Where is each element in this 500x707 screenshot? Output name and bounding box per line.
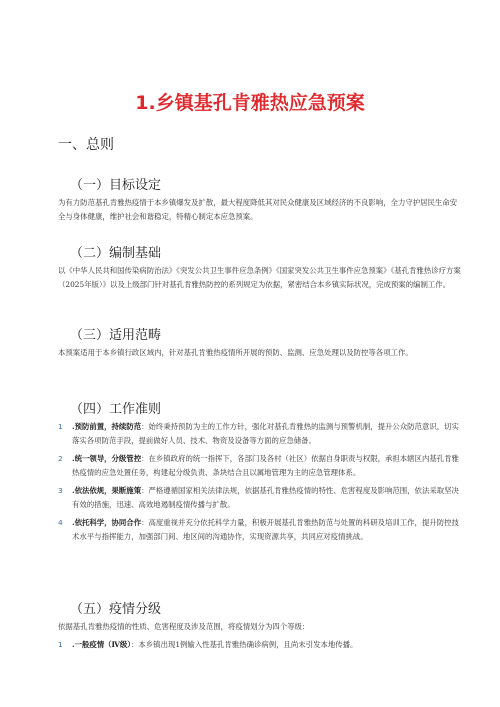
list-item — [58, 638, 462, 652]
list-number: 1 — [58, 422, 63, 431]
list-number: 1 — [58, 640, 63, 649]
document-title: 1.乡镇基孔肯雅热应急预案 — [135, 92, 365, 114]
heading-scope: （三）适用范畴 — [70, 328, 162, 343]
list-item — [58, 516, 462, 544]
list-item — [58, 452, 462, 480]
list-item-text: ：高度重视并充分依托科学力量，积极开展基孔肯雅热防范与处置的科研及培训工作，提升防控技术水平与指挥能力，加强部门间、地区间的沟通协作，实现资源共享，共同应对疫情挑战。 — [72, 518, 459, 541]
paragraph-goal: 为有力防范基孔肯雅热疫情于本乡镇爆发及扩散，最大程度降低其对民众健康及区域经济的不良影响，全力守护居民生命安全与身体健康，维护社会和谐稳定，特精心制定本应急预案。 — [58, 198, 458, 221]
heading-basis: （二）编制基础 — [70, 246, 162, 261]
principles-list — [58, 420, 462, 548]
levels-list — [58, 638, 462, 656]
list-item — [58, 484, 462, 512]
heading-goal: （一）目标设定 — [70, 178, 162, 193]
list-item-text: ：始终秉持预防为主的工作方针，强化对基孔肯雅热的监测与预警机制，提升公众防范意识，切实落实各项防范手段，提前做好人员、技术、物资及设备等方面的应急储备。 — [72, 422, 459, 445]
paragraph-levels: 依据基孔肯雅热疫情的性质、危害程度及涉及范围，将疫情划分为四个等级： — [58, 622, 310, 631]
paragraph-scope: 本预案适用于本乡镇行政区域内，针对基孔肯雅热疫情所开展的预防、监测、应急处理以及防控等各项工作。 — [58, 348, 413, 357]
section-heading-general: 一、总则 — [58, 137, 114, 153]
paragraph-basis: 以《中华人民共和国传染病防治法》《突发公共卫生事件应急条例》《国家突发公共卫生事件应急预案》《基孔肯雅热诊疗方案（2025年版）》以及上级部门针对基孔肯雅热防控的系列规定为依据，紧密结合本乡镇实际状况，完成预案的编制工作。 — [58, 266, 461, 289]
heading-levels: （五）疫情分级 — [70, 602, 162, 617]
list-item — [58, 420, 462, 448]
list-item-text: ：在乡镇政府的统一指挥下，各部门及各村（社区）依据自身职责与权限，承担本辖区内基孔肯雅热疫情的应急处置任务，构建起分级负责、条块结合且以属地管理为主的应急管理体系。 — [72, 454, 459, 477]
list-number: 4 — [58, 518, 63, 527]
heading-principles: （四）工作准则 — [70, 402, 162, 417]
list-item-text: ：本乡镇出现1例输入性基孔肯雅热确诊病例，且尚未引发本地传播。 — [131, 640, 358, 649]
list-number: 3 — [58, 486, 63, 495]
list-item-title: .统一领导，分级管控 — [72, 454, 142, 463]
list-item-text: ：严格遵循国家相关法律法规，依据基孔肯雅热疫情的特性、危害程度及影响范围，依法采取坚决有效的措施，迅速、高效地遏制疫情传播与扩散。 — [72, 486, 459, 509]
list-item-title: .预防前置，持续防范 — [72, 422, 142, 431]
list-number: 2 — [58, 454, 63, 463]
list-item-title: .依法依规，果断施策 — [72, 486, 142, 495]
list-item-title: .依托科学，协同合作 — [72, 518, 142, 527]
list-item-title: .一般疫情（Ⅳ级） — [72, 640, 131, 649]
